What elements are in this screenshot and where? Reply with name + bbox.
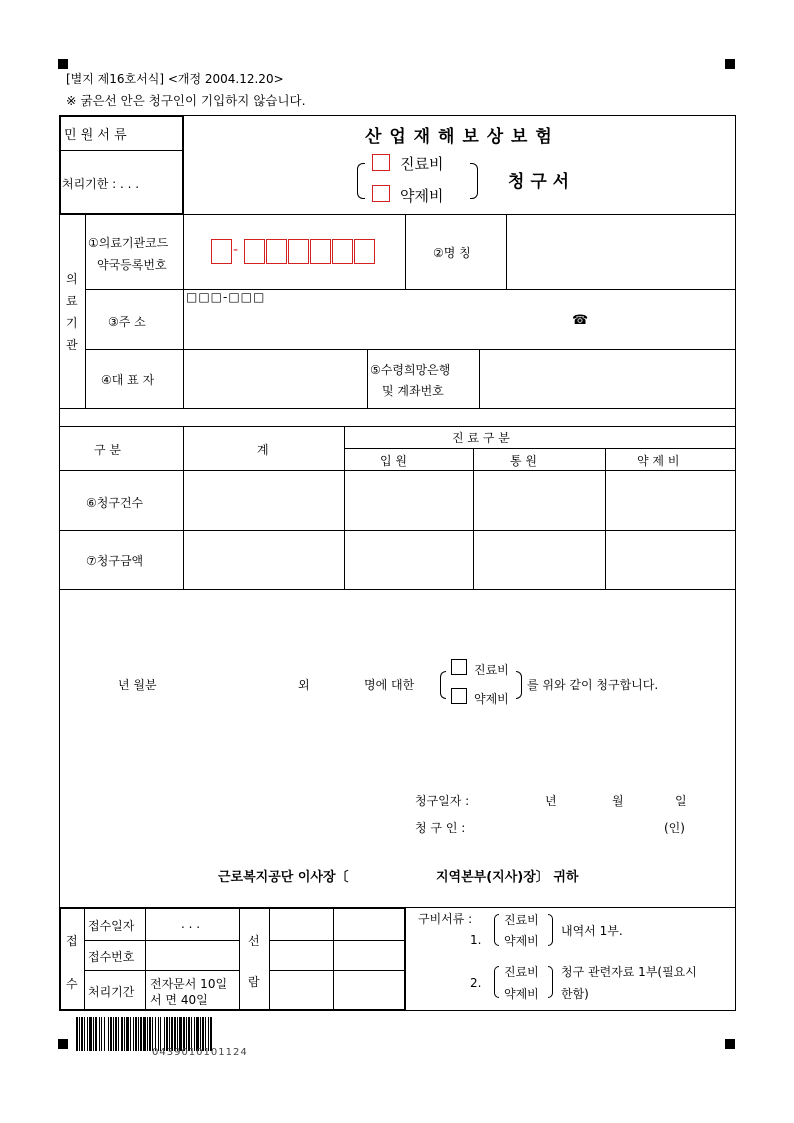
attachment-2-text: 청구 관련자료 1부(필요시 — [561, 965, 697, 979]
statement-pharmacy-label: 약제비 — [474, 692, 509, 706]
count-inpatient-cell[interactable] — [345, 471, 473, 530]
code-dash: - — [233, 242, 239, 258]
postal-code-boxes[interactable]: □□□-□□□ — [186, 290, 266, 304]
amount-pharmacy-cell[interactable] — [606, 531, 735, 589]
attachment-2-number: 2. — [470, 976, 482, 990]
statement-pharmacy-checkbox[interactable] — [451, 688, 467, 704]
code-digit-box[interactable] — [310, 239, 331, 264]
code-digit-box[interactable] — [288, 239, 309, 264]
review-label-2: 람 — [248, 975, 260, 989]
attachment-2-left-bracket — [494, 966, 499, 998]
phone-icon: ☎ — [572, 313, 589, 328]
code-digit-box[interactable] — [211, 239, 232, 264]
amount-total-cell[interactable] — [184, 531, 344, 589]
claim-date-label: 청구일자 : — [415, 794, 470, 808]
col-inpatient: 입 원 — [380, 454, 407, 468]
attachment-2-medical: 진료비 — [504, 965, 539, 979]
count-total-cell[interactable] — [184, 471, 344, 530]
recipient-right: 지역본부(지사)장〕 귀하 — [436, 870, 579, 885]
option-pharmacy-label: 약제비 — [400, 187, 444, 205]
review-label-1: 선 — [248, 934, 260, 948]
statement-left-bracket — [440, 671, 446, 699]
claim-date-day: 일 — [675, 794, 687, 808]
code-digit-box[interactable] — [266, 239, 287, 264]
statement-medical-checkbox[interactable] — [451, 659, 467, 675]
statement-right-bracket — [516, 671, 522, 699]
claim-date-month: 월 — [612, 794, 624, 808]
col-outpatient: 통 원 — [510, 454, 537, 468]
option-medical-label: 진료비 — [400, 155, 444, 173]
barcode-number: 0439010101124 — [152, 1047, 248, 1058]
claim-title: 청 구 서 — [508, 172, 570, 192]
address-label: ③주 소 — [108, 315, 146, 329]
attachment-1-left-bracket — [494, 914, 499, 946]
pharmacy-checkbox[interactable] — [372, 185, 390, 202]
name-label: ②명 칭 — [433, 246, 471, 260]
representative-label: ④대 표 자 — [101, 373, 155, 387]
institution-side-label-4: 관 — [66, 338, 78, 352]
registration-mark-top-right — [725, 59, 735, 69]
reception-side-1: 접 — [66, 934, 78, 948]
institution-side-label-1: 의 — [66, 272, 78, 286]
processing-period-label: 처리기간 — [88, 985, 135, 999]
right-bracket — [470, 163, 478, 199]
claimant-label: 청 구 인 : — [415, 821, 466, 835]
pharmacy-reg-label: 약국등록번호 — [97, 258, 167, 272]
statement-claim-text: 를 위와 같이 청구합니다. — [527, 678, 659, 692]
count-outpatient-cell[interactable] — [474, 471, 605, 530]
institution-code-label: ①의료기관코드 — [88, 236, 169, 250]
col-treatment: 진 료 구 분 — [452, 431, 510, 445]
period-paper: 서 면 40일 — [150, 993, 208, 1007]
statement-others: 외 — [298, 678, 310, 692]
attachment-2-text-cont: 한함) — [561, 987, 589, 1001]
registration-mark-bottom-left — [58, 1039, 68, 1049]
bank-account-field[interactable] — [480, 350, 735, 408]
page-title: 산 업 재 해 보 상 보 험 — [365, 127, 553, 147]
registration-mark-top-left — [58, 59, 68, 69]
recipient-left: 근로복지공단 이사장〔 — [218, 870, 349, 885]
reception-side-2: 수 — [66, 977, 78, 991]
period-electronic: 전자문서 10일 — [150, 977, 228, 991]
representative-field[interactable] — [184, 350, 367, 408]
amount-inpatient-cell[interactable] — [345, 531, 473, 589]
attachment-1-right-bracket — [548, 914, 553, 946]
name-field[interactable] — [507, 215, 735, 289]
code-digit-box[interactable] — [244, 239, 265, 264]
statement-medical-label: 진료비 — [474, 663, 509, 677]
bank-account-label: 및 계좌번호 — [382, 384, 444, 398]
registration-mark-bottom-right — [725, 1039, 735, 1049]
attachment-1-medical: 진료비 — [504, 913, 539, 927]
civil-doc-label: 민 원 서 류 — [64, 128, 127, 143]
received-date-label: 접수일자 — [88, 919, 135, 933]
institution-side-label-3: 기 — [66, 316, 78, 330]
received-number-label: 접수번호 — [88, 950, 135, 964]
seal-mark: (인) — [664, 821, 685, 835]
attachment-2-pharmacy: 약제비 — [504, 987, 539, 1001]
amount-outpatient-cell[interactable] — [474, 531, 605, 589]
institution-side-label-2: 료 — [66, 294, 78, 308]
attachment-1-number: 1. — [470, 933, 482, 947]
col-category: 구 분 — [94, 443, 121, 457]
left-bracket — [357, 163, 365, 199]
count-pharmacy-cell[interactable] — [606, 471, 735, 530]
attachments-label: 구비서류 : — [418, 912, 473, 926]
form-number: [별지 제16호서식] <개정 2004.12.20> — [66, 72, 284, 86]
medical-checkbox[interactable] — [372, 154, 390, 171]
deadline-label: 처리기한 : . . . — [62, 177, 140, 191]
col-total: 계 — [257, 443, 269, 457]
form-note: ※ 굵은선 안은 청구인이 기입하지 않습니다. — [66, 93, 306, 108]
attachment-2-right-bracket — [548, 966, 553, 998]
code-digit-box[interactable] — [354, 239, 375, 264]
attachment-1-text: 내역서 1부. — [561, 924, 623, 938]
bank-label: ⑤수령희망은행 — [370, 363, 451, 377]
statement-people: 명에 대한 — [364, 678, 415, 692]
code-digit-box[interactable] — [332, 239, 353, 264]
col-pharmacy: 약 제 비 — [637, 454, 680, 468]
row-claim-amount: ⑦청구금액 — [86, 554, 144, 568]
statement-year-month: 년 월분 — [118, 678, 157, 692]
row-claim-count: ⑥청구건수 — [86, 496, 144, 510]
received-date-value: . . . — [181, 917, 201, 931]
claim-date-year: 년 — [545, 794, 557, 808]
attachment-1-pharmacy: 약제비 — [504, 934, 539, 948]
